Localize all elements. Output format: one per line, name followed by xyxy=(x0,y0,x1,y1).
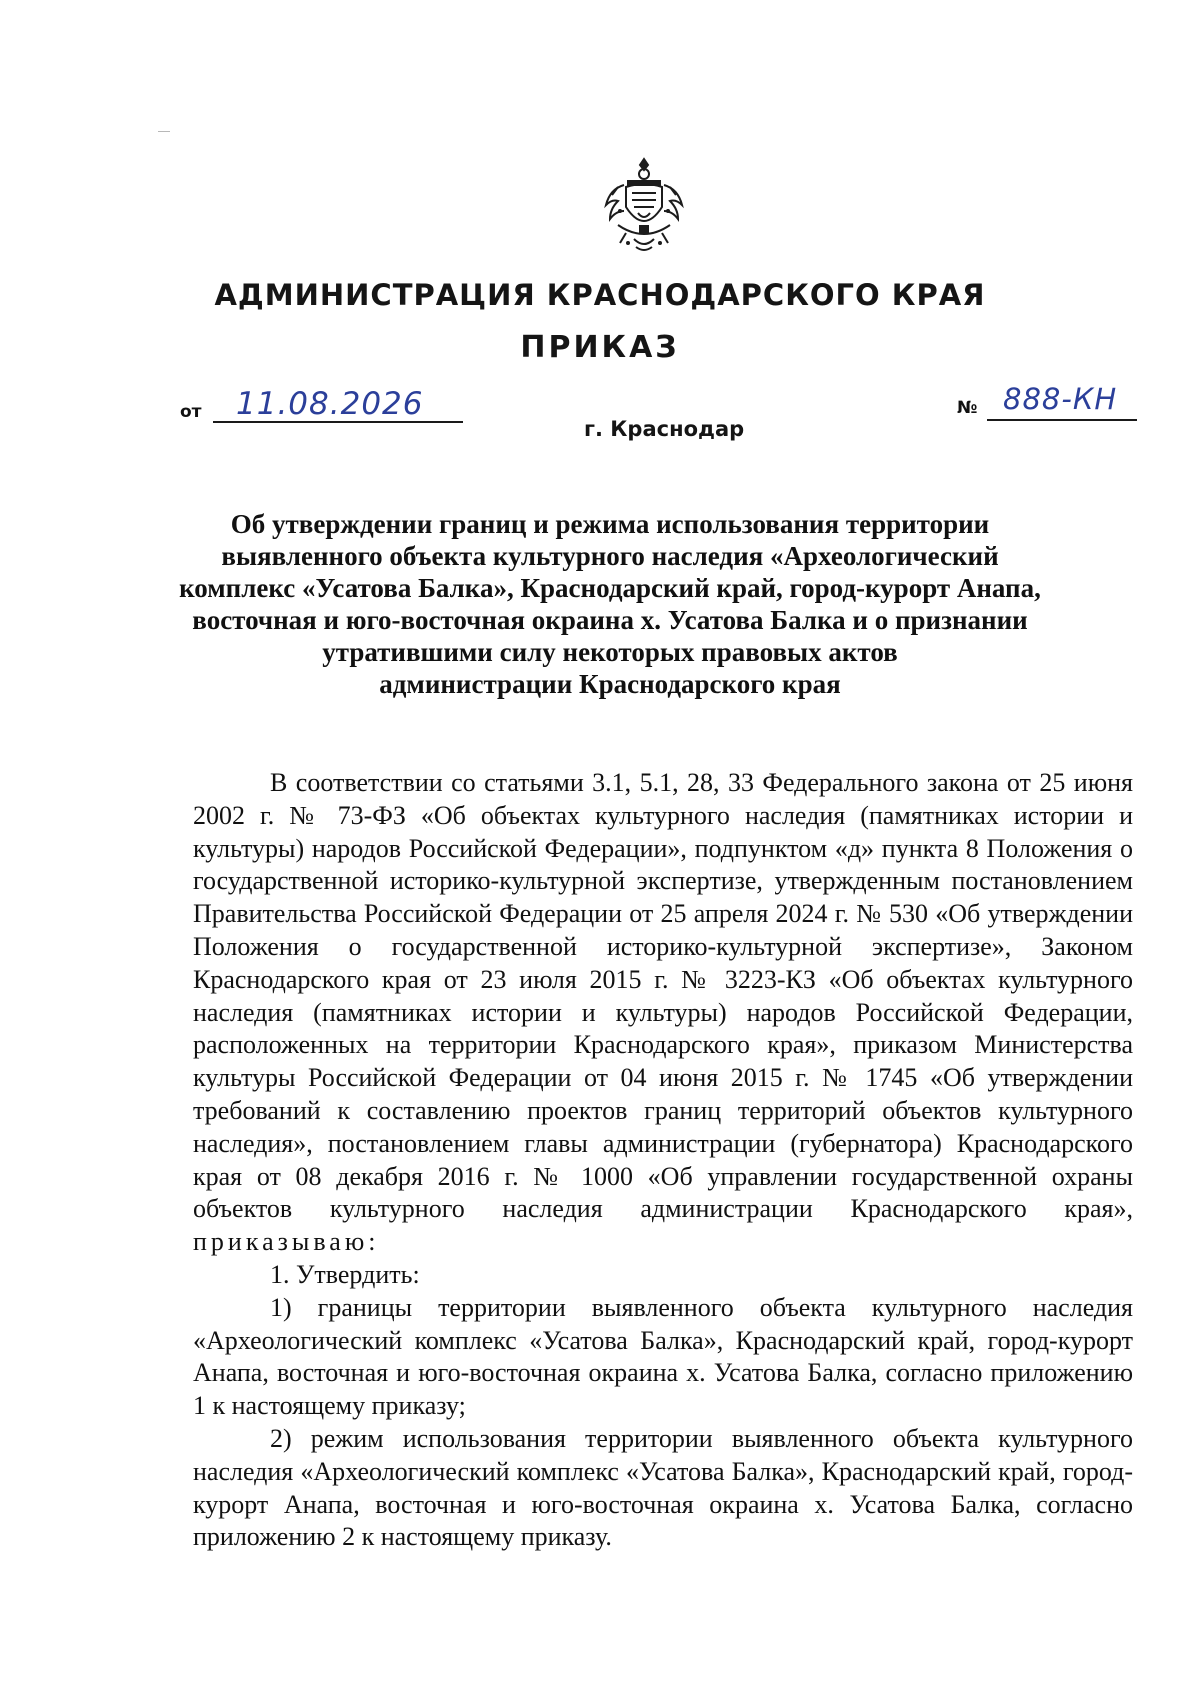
heading-line: выявленного объекта культурного наследия «Археологический xyxy=(221,541,999,571)
preamble-text: В соответствии со статьями 3.1, 5.1, 28, 33 Федерального закона от 25 июня 2002 г. № 73-ФЗ «Об объектах культурного наследия (памятниках истории и культуры) народов Российской Федерации», подпунктом «д» пункта 8 Положения о государственной историко-культурной экспертизе, утвержденным постановлением Правительства Российской Федерации от 25 апреля 2024 г. № 530 «Об утверждении Положения о государственной историко-культурной экспертизе», Законом Краснодарского края от 23 июля 2015 г. № 3223-КЗ «Об объектах культурного наследия (памятниках истории и культуры) народов Российской Федерации, расположенных на территории Краснодарского края», приказом Министерства культуры Российской Федерации от 04 июня 2015 г. № 1745 «Об утверждении требований к составлению проектов границ территорий объектов культурного наследия», постановлением главы администрации (губернатора) Краснодарского края от 08 декабря 2016 г. № 1000 «Об управлении государственной охраны объектов культурного наследия администрации Краснодарского края», xyxy=(193,768,1133,1224)
organization-title: АДМИНИСТРАЦИЯ КРАСНОДАРСКОГО КРАЯ xyxy=(214,278,986,312)
preamble-paragraph xyxy=(193,767,1133,1259)
city-label: г. Краснодар xyxy=(584,417,745,441)
heading-line: утратившими силу некоторых правовых актов xyxy=(322,637,898,667)
handwritten-date: 11.08.2026 xyxy=(236,386,424,422)
date-label: от xyxy=(180,402,202,422)
item-1-1-paragraph: 1) границы территории выявленного объекта культурного наследия «Археологический комплекс «Усатова Балка», Краснодарский край, город-курорт Анапа, восточная и юго-восточная окраина х. Усатова Балка, согласно приложению 1 к настоящему приказу; xyxy=(193,1292,1133,1421)
item-1-title: 1. Утвердить: xyxy=(270,1259,420,1289)
heading-line: комплекс «Усатова Балка», Краснодарский край, город-курорт Анапа, xyxy=(179,573,1041,603)
krasnodar-coat-of-arms-icon xyxy=(598,155,690,257)
heading-line: администрации Краснодарского края xyxy=(379,669,841,699)
item-1-2-paragraph: 2) режим использования территории выявленного объекта культурного наследия «Археологический комплекс «Усатова Балка», Краснодарский край, город-курорт Анапа, восточная и юго-восточная окраина х. Усатова Балка, согласно приложению 2 к настоящему приказу. xyxy=(193,1423,1133,1552)
order-body xyxy=(193,767,1133,1554)
order-heading xyxy=(150,508,1070,700)
document-type: ПРИКАЗ xyxy=(520,330,680,365)
number-underline xyxy=(987,419,1137,421)
heading-line: восточная и юго-восточная окраина х. Усатова Балка и о признании xyxy=(192,605,1028,635)
order-word: приказываю: xyxy=(193,1227,380,1257)
heading-line: Об утверждении границ и режима использования территории xyxy=(230,509,990,539)
number-label: № xyxy=(957,398,978,418)
handwritten-number: 888-КН xyxy=(1003,382,1118,416)
scan-artifact xyxy=(158,131,170,132)
